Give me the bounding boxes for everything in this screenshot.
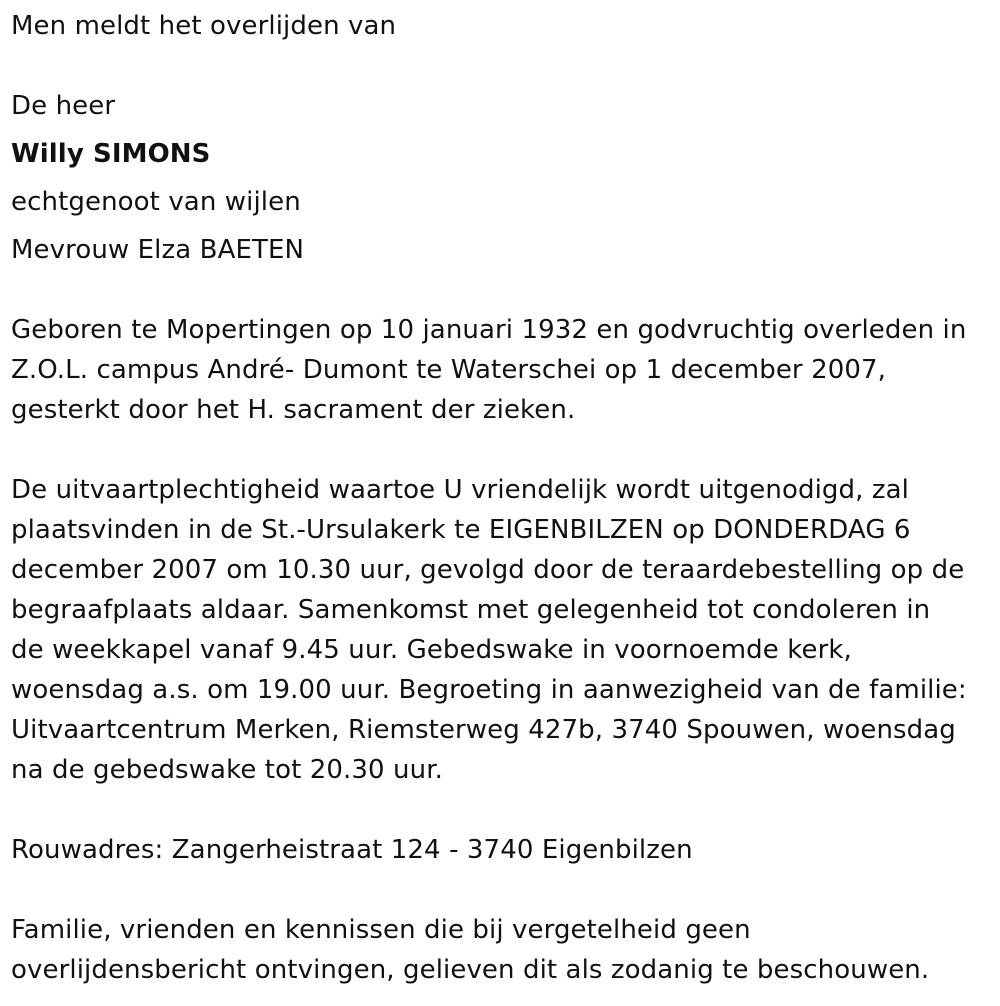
birth-line-1: Geboren te Mopertingen op 10 januari 1932 en godvruchtig overleden in — [11, 315, 967, 345]
funeral-line-2: plaatsvinden in de St.-Ursulakerk te EIGENBILZEN op DONDERDAG 6 — [11, 515, 911, 545]
funeral-line-7: Uitvaartcentrum Merken, Riemsterweg 427b, 3740 Spouwen, woensdag — [11, 715, 956, 745]
closing-line-1: Familie, vrienden en kennissen die bij vergetelheid geen — [11, 915, 751, 945]
funeral-line-5: de weekkapel vanaf 9.45 uur. Gebedswake in voornoemde kerk, — [11, 635, 852, 665]
funeral-line-6: woensdag a.s. om 19.00 uur. Begroeting in aanwezigheid van de familie: — [11, 675, 967, 705]
funeral-line-4: begraafplaats aldaar. Samenkomst met gelegenheid tot condoleren in — [11, 595, 931, 625]
birth-line-2: Z.O.L. campus André- Dumont te Waterschei op 1 december 2007, — [11, 355, 887, 385]
title-line: De heer — [11, 91, 116, 121]
funeral-line-8: na de gebedswake tot 20.30 uur. — [11, 755, 443, 785]
funeral-line-3: december 2007 om 10.30 uur, gevolgd door de teraardebestelling op de — [11, 555, 965, 585]
mourning-address: Rouwadres: Zangerheistraat 124 - 3740 Eigenbilzen — [11, 835, 693, 865]
deceased-name: Willy SIMONS — [11, 139, 211, 169]
relation-line: echtgenoot van wijlen — [11, 187, 301, 217]
birth-line-3: gesterkt door het H. sacrament der zieken. — [11, 395, 576, 425]
closing-line-2: overlijdensbericht ontvingen, gelieven dit als zodanig te beschouwen. — [11, 955, 930, 985]
intro-line: Men meldt het overlijden van — [11, 11, 397, 41]
funeral-line-1: De uitvaartplechtigheid waartoe U vriendelijk wordt uitgenodigd, zal — [11, 475, 909, 505]
spouse-name: Mevrouw Elza BAETEN — [11, 235, 305, 265]
